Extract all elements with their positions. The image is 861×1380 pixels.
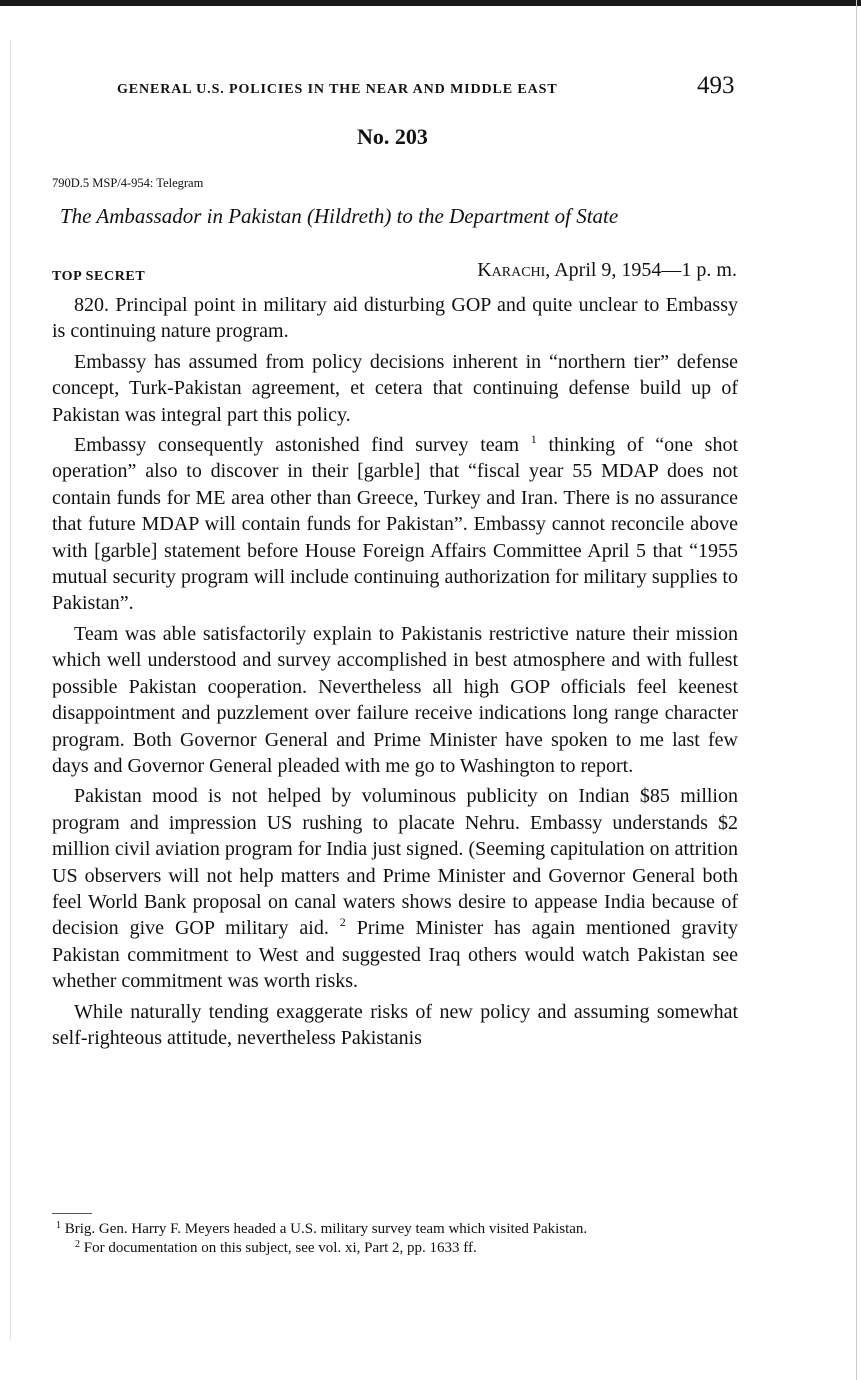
paragraph-5-part-a: Pakistan mood is not helped by voluminous publicity on Indian $85 million program and impression US rushing to placate Nehru. Embassy understands $2 million civil aviation program for India just signed. (Seeming capitulation on attrition US observers will not help matters and Prime Minister and Governor General both feel World Bank proposal on canal waters shows desire to appease India because of decision give GOP military aid.	[52, 785, 738, 940]
footnote-2-mark: 2	[75, 1238, 80, 1250]
paragraph-5-part-b: Prime Minister has again mentioned gravity Pakistan commitment to West and suggested Iraq others would watch Pakistan see whether commitment was worth risks.	[52, 917, 739, 993]
paragraph-3-part-b: thinking of “one shot operation” also to discover in their [garble] that “fiscal year 55 MDAP does not contain funds for ME area other than Greece, Turkey and Iran. There is no assurance that future MDAP will contain funds for Pakistan”. Embassy cannot reconcile above with [garble] statement before House Foreign Affairs Committee April 5 that “1955 mutual security program will include continuing authorization for military supplies to Pakistan”.	[52, 434, 738, 615]
dateline-place: Karachi,	[477, 259, 551, 281]
document-title: The Ambassador in Pakistan (Hildreth) to the Department of State	[60, 204, 619, 228]
footnote-ref-2: 2	[339, 915, 346, 930]
paragraph-5	[52, 783, 738, 994]
paragraph-2: Embassy has assumed from policy decisions inherent in “northern tier” defense concept, Turk-Pakistan agreement, et cetera that continuing defense build up of Pakistan was integral part this policy.	[52, 350, 738, 426]
classification-label: TOP SECRET	[52, 269, 146, 284]
page-number: 493	[697, 72, 735, 99]
file-reference: 790D.5 MSP/4-954: Telegram	[52, 176, 204, 190]
scan-edge-left	[10, 40, 11, 1340]
footnote-ref-1: 1	[530, 432, 537, 447]
paragraph-3-part-a: Embassy consequently astonished find survey team	[74, 434, 520, 457]
dateline-date: April 9, 1954—1 p. m.	[554, 259, 737, 281]
telegram-body	[52, 292, 738, 1055]
footnote-divider	[52, 1213, 92, 1214]
footnote-1	[56, 1220, 740, 1239]
footnotes	[57, 1220, 740, 1257]
footnote-2	[57, 1239, 740, 1258]
footnote-1-text: Brig. Gen. Harry F. Meyers headed a U.S. military survey team which visited Pakistan.	[64, 1221, 588, 1237]
paragraph-4: Team was able satisfactorily explain to Pakistanis restrictive nature their mission which well understood and survey accomplished in best atmosphere and with fullest possible Pakistan cooperation. Nevertheless all high GOP officials feel keenest disappointment and puzzlement over failure receive indications long range character program. Both Governor General and Prime Minister have spoken to me last few days and Governor General pleaded with me go to Washington to report.	[52, 622, 738, 777]
running-head: GENERAL U.S. POLICIES IN THE NEAR AND MIDDLE EAST	[117, 82, 558, 97]
paragraph-6: While naturally tending exaggerate risks of new policy and assuming somewhat self-righteous attitude, nevertheless Pakistanis	[52, 1000, 738, 1049]
paragraph-1: 820. Principal point in military aid disturbing GOP and quite unclear to Embassy is continuing nature program.	[52, 294, 738, 343]
footnote-2-text: For documentation on this subject, see vol. xi, Part 2, pp. 1633 ff.	[83, 1239, 477, 1256]
document-number: No. 203	[357, 124, 428, 149]
paragraph-3	[52, 432, 738, 617]
scan-edge-right	[856, 0, 857, 1380]
scan-edge-top	[0, 0, 861, 6]
footnote-1-mark: 1	[56, 1220, 61, 1231]
dateline	[477, 259, 737, 282]
